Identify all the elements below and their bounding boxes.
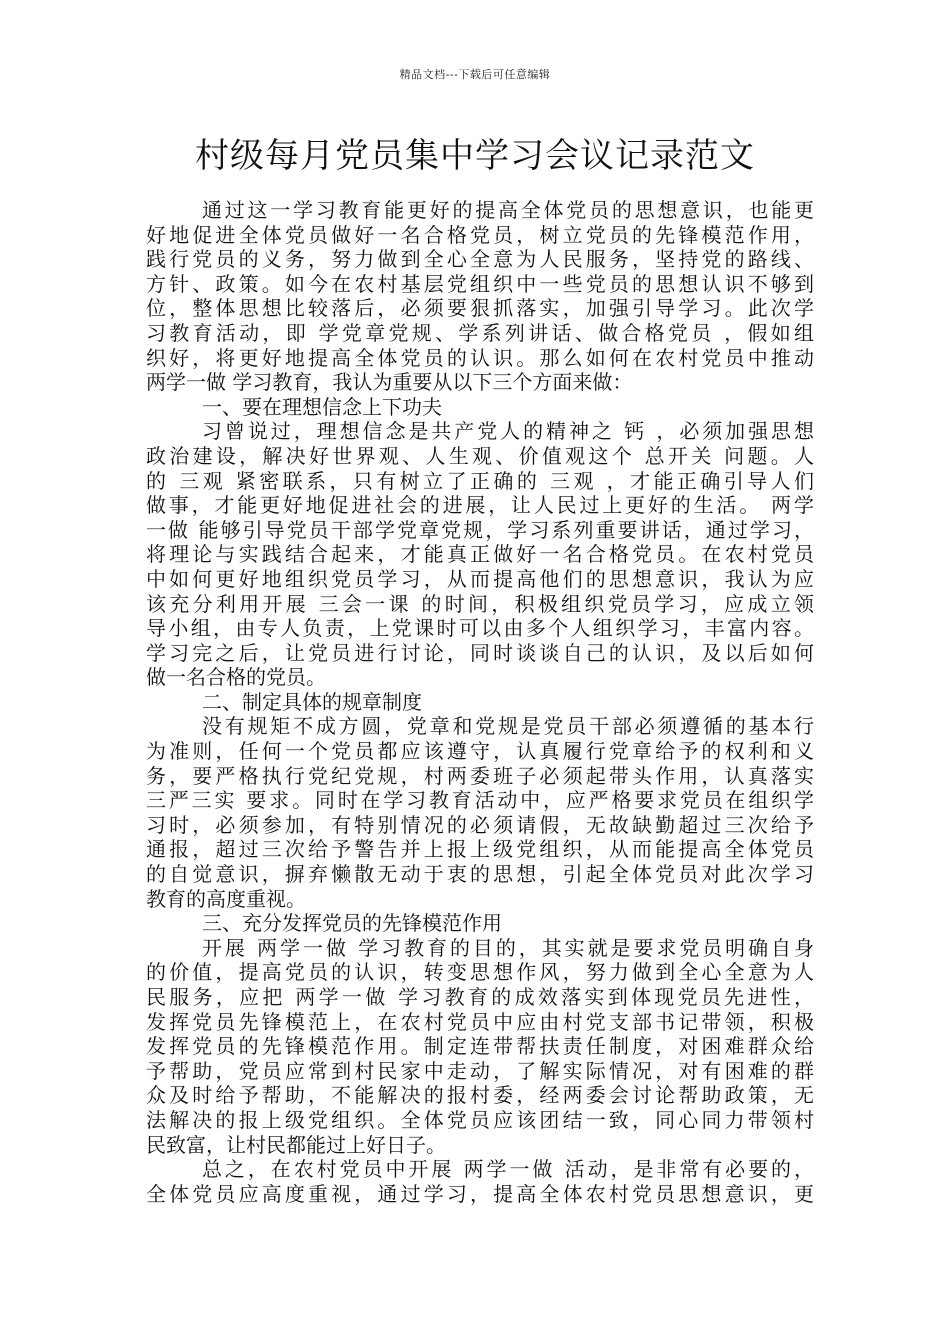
body-text-line: 方针、政策。如今在农村基层党组织中一些党员的思想认识不够到 <box>146 271 814 296</box>
body-text-line: 三、充分发挥党员的先锋模范作用 <box>202 911 502 936</box>
body-text-line: 学习完之后，让党员进行讨论，同时谈谈自己的认识，及以后如何 <box>146 640 814 665</box>
body-text-line: 三严三实 要求。同时在学习教育活动中，应严格要求党员在组织学 <box>146 788 814 813</box>
document-title: 村级每月党员集中学习会议记录范文 <box>195 136 755 176</box>
body-text-line: 法解决的报上级党组织。全体党员应该团结一致，同心同力带领村 <box>146 1107 814 1132</box>
body-text-line: 做事，才能更好地促进社会的进展，让人民过上更好的生活。 两学 <box>146 493 814 518</box>
body-text-line: 的价值，提高党员的认识，转变思想作风，努力做到全心全意为人 <box>146 960 814 985</box>
body-text-line: 民服务，应把 两学一做 学习教育的成效落实到体现党员先进性， <box>146 985 814 1009</box>
body-text-line: 践行党员的义务，努力做到全心全意为人民服务，坚持党的路线、 <box>146 247 814 272</box>
body-text-line: 的 三观 紧密联系，只有树立了正确的 三观 ，才能正确引导人们 <box>146 468 814 493</box>
body-text-line: 中如何更好地组织党员学习，从而提高他们的思想意识，我认为应 <box>146 566 814 591</box>
body-text-line: 二、制定具体的规章制度 <box>202 689 422 714</box>
document-body <box>146 198 814 1206</box>
body-text-line: 做一名合格的党员。 <box>146 665 326 690</box>
body-text-line: 民致富，让村民都能过上好日子。 <box>146 1132 446 1157</box>
body-text-line: 一、要在理想信念上下功夫 <box>202 394 442 419</box>
body-text-line: 全体党员应高度重视，通过学习，提高全体农村党员思想意识，更 <box>146 1181 814 1206</box>
body-text-line: 务，要严格执行党纪党规，村两委班子必须起带头作用，认真落实 <box>146 763 814 788</box>
body-text-line: 导小组，由专人负责，上党课时可以由多个人组织学习，丰富内容。 <box>146 616 814 641</box>
body-text-line: 开展 两学一做 学习教育的目的，其实就是要求党员明确自身 <box>202 935 814 960</box>
body-text-line: 没有规矩不成方圆，党章和党规是党员干部必须遵循的基本行 <box>202 714 814 739</box>
body-text-line: 的自觉意识，摒弃懒散无动于衷的思想，引起全体党员对此次学习 <box>146 862 814 887</box>
body-text-line: 习时，必须参加，有特别情况的必须请假，无故缺勤超过三次给予 <box>146 812 814 837</box>
body-text-line: 习教育活动，即 学党章党规、学系列讲话、做合格党员 ，假如组 <box>146 320 814 345</box>
body-text-line: 一做 能够引导党员干部学党章党规，学习系列重要讲话，通过学习， <box>146 517 814 542</box>
header-note: 精品文档---下载后可任意编辑 <box>399 68 551 81</box>
body-text-line: 发挥党员的先锋模范作用。制定连带帮扶责任制度，对困难群众给 <box>146 1034 814 1059</box>
body-text-line: 通过这一学习教育能更好的提高全体党员的思想意识，也能更 <box>202 198 814 222</box>
body-text-line: 发挥党员先锋模范上，在农村党员中应由村党支部书记带领，积极 <box>146 1009 814 1034</box>
body-text-line: 两学一做 学习教育，我认为重要从以下三个方面来做： <box>146 370 633 395</box>
body-text-line: 为准则，任何一个党员都应该遵守，认真履行党章给予的权利和义 <box>146 739 814 764</box>
body-text-line: 予帮助，党员应常到村民家中走动，了解实际情况，对有困难的群 <box>146 1058 814 1083</box>
body-text-line: 通报，超过三次给予警告并上报上级党组织，从而能提高全体党员 <box>146 837 814 862</box>
body-text-line: 将理论与实践结合起来，才能真正做好一名合格党员。在农村党员 <box>146 542 814 567</box>
body-text-line: 该充分利用开展 三会一课 的时间，积极组织党员学习，应成立领 <box>146 591 814 616</box>
body-text-line: 织好，将更好地提高全体党员的认识。那么如何在农村党员中推动 <box>146 345 814 370</box>
body-text-line: 位，整体思想比较落后，必须要狠抓落实，加强引导学习。此次学 <box>146 296 814 321</box>
body-text-line: 好地促进全体党员做好一名合格党员，树立党员的先锋模范作用， <box>146 222 814 247</box>
body-text-line: 政治建设，解决好世界观、人生观、价值观这个 总开关 问题。人 <box>146 443 814 468</box>
body-text-line: 众及时给予帮助，不能解决的报村委，经两委会讨论帮助政策，无 <box>146 1083 814 1108</box>
body-text-line: 习曾说过，理想信念是共产党人的精神之 钙 ，必须加强思想 <box>202 419 814 444</box>
body-text-line: 总之，在农村党员中开展 两学一做 活动，是非常有必要的， <box>202 1157 814 1182</box>
body-text-line: 教育的高度重视。 <box>146 886 306 911</box>
